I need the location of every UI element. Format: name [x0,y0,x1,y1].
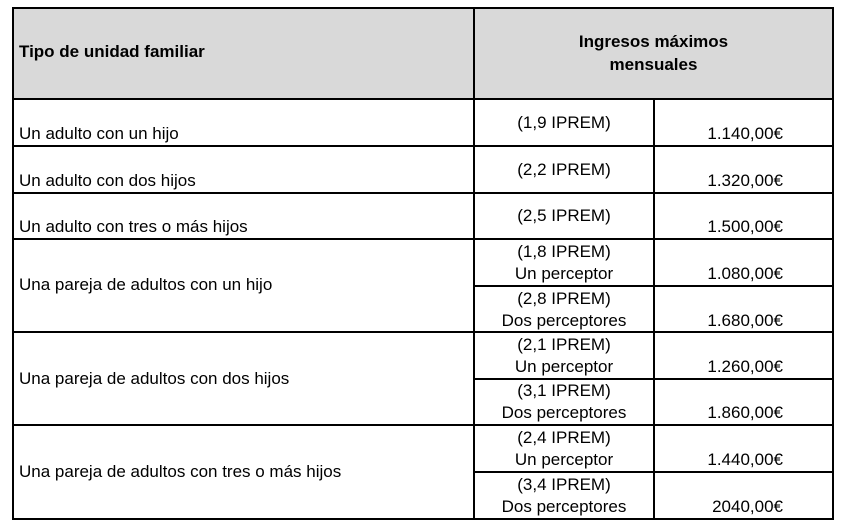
row-divider [12,192,834,194]
amount-value: 1.140,00€ [707,124,783,143]
header-income-label: Ingresos máximos [578,32,729,51]
border-left [12,7,14,520]
header-income-label: mensuales [609,55,698,74]
perceptor-label: Un perceptor [514,264,614,283]
perceptor-label: Dos perceptores [501,403,627,422]
amount-value: 1.260,00€ [707,357,783,376]
amount-value: 1.500,00€ [707,217,783,236]
row-divider [12,331,834,333]
iprem-value: (1,8 IPREM) [517,242,611,261]
header-type-label: Tipo de unidad familiar [19,42,205,61]
family-type: Un adulto con un hijo [19,124,179,143]
perceptor-label: Un perceptor [514,450,614,469]
amount-value: 1.680,00€ [707,311,783,330]
perceptor-label: Dos perceptores [501,311,627,330]
family-type: Una pareja de adultos con tres o más hijos [19,462,342,481]
border-bottom [12,518,834,520]
iprem-value: (2,5 IPREM) [517,206,611,225]
iprem-value: (2,1 IPREM) [517,335,611,354]
header-divider [12,98,834,100]
border-right [832,7,834,520]
amount-value: 1.440,00€ [707,450,783,469]
amount-value: 1.860,00€ [707,403,783,422]
iprem-value: (1,9 IPREM) [517,113,611,132]
row-divider [12,145,834,147]
amount-value: 1.080,00€ [707,264,783,283]
iprem-value: (3,4 IPREM) [517,475,611,494]
perceptor-label: Dos perceptores [501,497,627,516]
row-divider [12,424,834,426]
row-divider [12,238,834,240]
iprem-value: (3,1 IPREM) [517,381,611,400]
iprem-value: (2,4 IPREM) [517,428,611,447]
iprem-value: (2,8 IPREM) [517,289,611,308]
family-type: Una pareja de adultos con dos hijos [19,369,290,388]
amount-value: 2040,00€ [712,497,783,516]
family-type: Un adulto con dos hijos [19,171,196,190]
family-type: Un adulto con tres o más hijos [19,217,248,236]
family-type: Una pareja de adultos con un hijo [19,275,273,294]
amount-value: 1.320,00€ [707,171,783,190]
iprem-value: (2,2 IPREM) [517,160,611,179]
border-top [12,7,834,9]
perceptor-label: Un perceptor [514,357,614,376]
